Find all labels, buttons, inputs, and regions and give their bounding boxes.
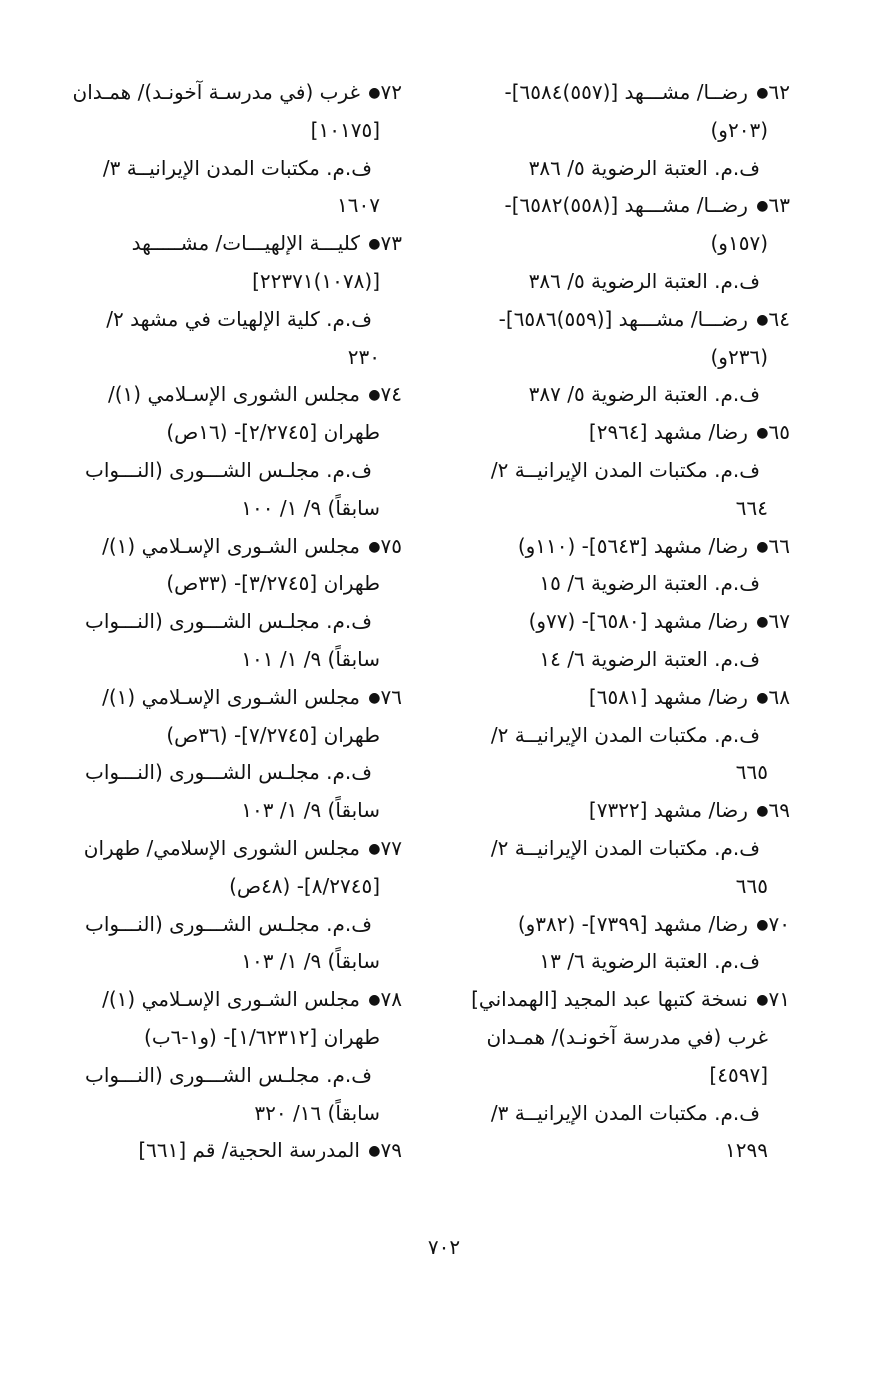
entry-continuation: سابقاً) ٩/ ١/ ١٠٣ — [241, 949, 380, 974]
catalog-entry — [438, 679, 790, 717]
entry-continuation: طهران [٢/٢٧٤٥]- (١٦ص) — [166, 420, 380, 445]
catalog-reference: ف.م. العتبة الرضوية ٦/ ١٣ — [539, 949, 760, 974]
entry-number: ٦٦ — [768, 533, 790, 558]
entry-number: ٦٨ — [768, 684, 790, 709]
entry-number: ٦٥ — [768, 420, 790, 445]
catalog-reference: ف.م. العتبة الرضوية ٦/ ١٤ — [539, 646, 760, 671]
entry-continuation: [٨/٢٧٤٥]- (٤٨ص) — [229, 873, 380, 898]
bullet-icon: ● — [756, 425, 769, 442]
entry-text: مجلس الشـورى الإسـلامي (١)/ — [102, 533, 360, 558]
entry-number: ٧١ — [768, 987, 790, 1012]
entry-number: ٧٩ — [380, 1138, 402, 1163]
catalog-entry — [438, 906, 790, 944]
catalog-entry — [438, 792, 790, 830]
entry-text: رضا/ مشهد [٦٥٨٠]- (٧٧و) — [528, 609, 748, 634]
catalog-entry — [56, 376, 402, 414]
bullet-icon: ● — [756, 992, 769, 1009]
entry-text: رضا/ مشهد [٥٦٤٣]- (١١٠و) — [517, 533, 748, 558]
catalog-reference: ف.م. مكتبات المدن الإيرانيــة ٢/ — [490, 835, 760, 860]
entry-text: رضا/ مشهد [٢٩٦٤] — [588, 420, 748, 445]
bullet-icon: ● — [756, 614, 769, 631]
entry-continuation: (١٥٧و) — [710, 231, 768, 256]
entry-text: رضــا/ مشـــهد [(٥٥٧)٦٥٨٤]- — [504, 80, 748, 104]
catalog-entry — [438, 414, 790, 452]
left-column — [56, 74, 402, 1170]
entry-continuation: [(١٠٧٨)٢٢٣٧١] — [252, 268, 380, 293]
entry-continuation: سابقاً) ٩/ ١/ ١٠١ — [241, 646, 380, 671]
entry-text: مجلس الشورى الإسلامي/ طهران — [83, 835, 360, 860]
catalog-reference: ف.م. العتبة الرضوية ٥/ ٣٨٧ — [528, 382, 760, 407]
entry-continuation: طهران [٧/٢٧٤٥]- (٣٦ص) — [166, 722, 380, 747]
bullet-icon: ● — [756, 198, 769, 215]
entry-continuation: طهران [٣/٢٧٤٥]- (٣٣ص) — [166, 571, 380, 596]
bullet-icon: ● — [368, 387, 381, 404]
entry-number: ٦٢ — [768, 80, 790, 104]
entry-text: مجلس الشورى الإسـلامي (١)/ — [107, 382, 360, 407]
catalog-entry — [438, 981, 790, 1019]
entry-number: ٧٣ — [380, 231, 402, 256]
entry-continuation: (٢٠٣و) — [710, 117, 768, 142]
entry-continuation: ٢٣٠ — [347, 344, 380, 369]
bullet-icon: ● — [368, 992, 381, 1009]
entry-continuation: طهران [١/٦٢٣١٢]- (و١-٦ب) — [144, 1024, 380, 1049]
catalog-entry — [438, 74, 790, 112]
catalog-reference: ف.م. مكتبات المدن الإيرانيــة ٣/ — [102, 155, 372, 180]
bullet-icon: ● — [368, 236, 381, 253]
entry-text: رضــا/ مشـــهد [(٥٥٨)٦٥٨٢]- — [504, 193, 748, 218]
entry-number: ٧٢ — [380, 80, 402, 104]
catalog-reference: ف.م. مجلـس الشـــورى (النـــواب — [84, 457, 372, 482]
entry-number: ٦٧ — [768, 609, 790, 634]
catalog-entry — [56, 830, 402, 868]
catalog-entry — [438, 528, 790, 566]
catalog-entry — [438, 603, 790, 641]
bullet-icon: ● — [756, 689, 769, 706]
catalog-reference: ف.م. مكتبات المدن الإيرانيــة ٢/ — [490, 722, 760, 747]
entry-continuation: ٦٦٥ — [735, 873, 768, 898]
entry-continuation: سابقاً) ٩/ ١/ ١٠٠ — [241, 495, 380, 520]
entry-continuation: [١٠١٧٥] — [310, 117, 380, 142]
catalog-reference: ف.م. مكتبات المدن الإيرانيــة ٢/ — [490, 457, 760, 482]
catalog-entry — [56, 528, 402, 566]
entry-text: المدرسة الحجية/ قم [٦٦١] — [138, 1138, 360, 1163]
entry-text: نسخة كتبها عبد المجيد [الهمداني] — [471, 987, 748, 1012]
bullet-icon: ● — [756, 85, 769, 101]
entry-continuation: ٦٦٥ — [735, 760, 768, 785]
entry-continuation: غرب (في مدرسة آخونـد)/ همـدان — [486, 1024, 768, 1049]
page-number: ٧٠٢ — [427, 1235, 461, 1259]
entry-text: رضا/ مشهد [٧٣٩٩]- (٣٨٢و) — [517, 911, 748, 936]
entry-continuation: [٤٥٩٧] — [709, 1062, 768, 1087]
bullet-icon: ● — [368, 85, 381, 101]
entry-continuation: سابقاً) ٩/ ١/ ١٠٣ — [241, 798, 380, 823]
catalog-reference: ف.م. العتبة الرضوية ٥/ ٣٨٦ — [528, 155, 760, 180]
catalog-entry — [56, 679, 402, 717]
entry-text: غرب (في مدرسـة آخونـد)/ همـدان — [72, 80, 360, 104]
bullet-icon: ● — [756, 538, 769, 555]
bullet-icon: ● — [756, 916, 769, 933]
catalog-entry — [56, 1132, 402, 1170]
catalog-reference: ف.م. مجلـس الشـــورى (النـــواب — [84, 1062, 372, 1087]
bullet-icon: ● — [368, 538, 381, 555]
entry-text: مجلس الشـورى الإسـلامي (١)/ — [102, 987, 360, 1012]
catalog-reference: ف.م. مكتبات المدن الإيرانيــة ٣/ — [490, 1100, 760, 1125]
bullet-icon: ● — [368, 689, 381, 706]
entry-text: كليـــة الإلهيـــات/ مشـــــهد — [131, 231, 360, 256]
catalog-entry — [56, 74, 402, 112]
entry-number: ٦٣ — [768, 193, 790, 218]
catalog-reference: ف.م. مجلـس الشـــورى (النـــواب — [84, 911, 372, 936]
catalog-entry — [56, 225, 402, 263]
catalog-entry — [438, 187, 790, 225]
right-column — [438, 74, 790, 1170]
entry-text: رضا/ مشهد [٦٥٨١] — [588, 684, 748, 709]
entry-number: ٦٩ — [768, 798, 790, 823]
catalog-reference: ف.م. مجلـس الشـــورى (النـــواب — [84, 760, 372, 785]
catalog-reference: ف.م. كلية الإلهيات في مشهد ٢/ — [106, 306, 372, 331]
entry-text: مجلس الشـورى الإسـلامي (١)/ — [102, 684, 360, 709]
entry-number: ٧٠ — [768, 911, 790, 936]
catalog-entry — [56, 981, 402, 1019]
entry-continuation: ١٦٠٧ — [337, 193, 380, 218]
bullet-icon: ● — [756, 311, 769, 328]
entry-continuation: سابقاً) ١٦/ ٣٢٠ — [254, 1100, 380, 1125]
bullet-icon: ● — [368, 1143, 381, 1160]
catalog-reference: ف.م. العتبة الرضوية ٥/ ٣٨٦ — [528, 268, 760, 293]
entry-continuation: (٢٣٦و) — [710, 344, 768, 369]
entry-text: رضـــا/ مشـــهد [(٥٥٩)٦٥٨٦]- — [498, 306, 748, 331]
catalog-reference: ف.م. العتبة الرضوية ٦/ ١٥ — [539, 571, 760, 596]
entry-text: رضا/ مشهد [٧٣٢٢] — [588, 798, 748, 823]
entry-number: ٦٤ — [768, 306, 790, 331]
entry-number: ٧٦ — [380, 684, 402, 709]
catalog-entry — [438, 301, 790, 339]
entry-continuation: ٦٦٤ — [735, 495, 768, 520]
bullet-icon: ● — [368, 840, 381, 857]
entry-continuation: ١٢٩٩ — [725, 1138, 768, 1163]
entry-number: ٧٤ — [380, 382, 402, 407]
entry-number: ٧٨ — [380, 987, 402, 1012]
catalog-reference: ف.م. مجلـس الشـــورى (النـــواب — [84, 609, 372, 634]
bullet-icon: ● — [756, 803, 769, 820]
entry-number: ٧٥ — [380, 533, 402, 558]
entry-number: ٧٧ — [380, 835, 402, 860]
